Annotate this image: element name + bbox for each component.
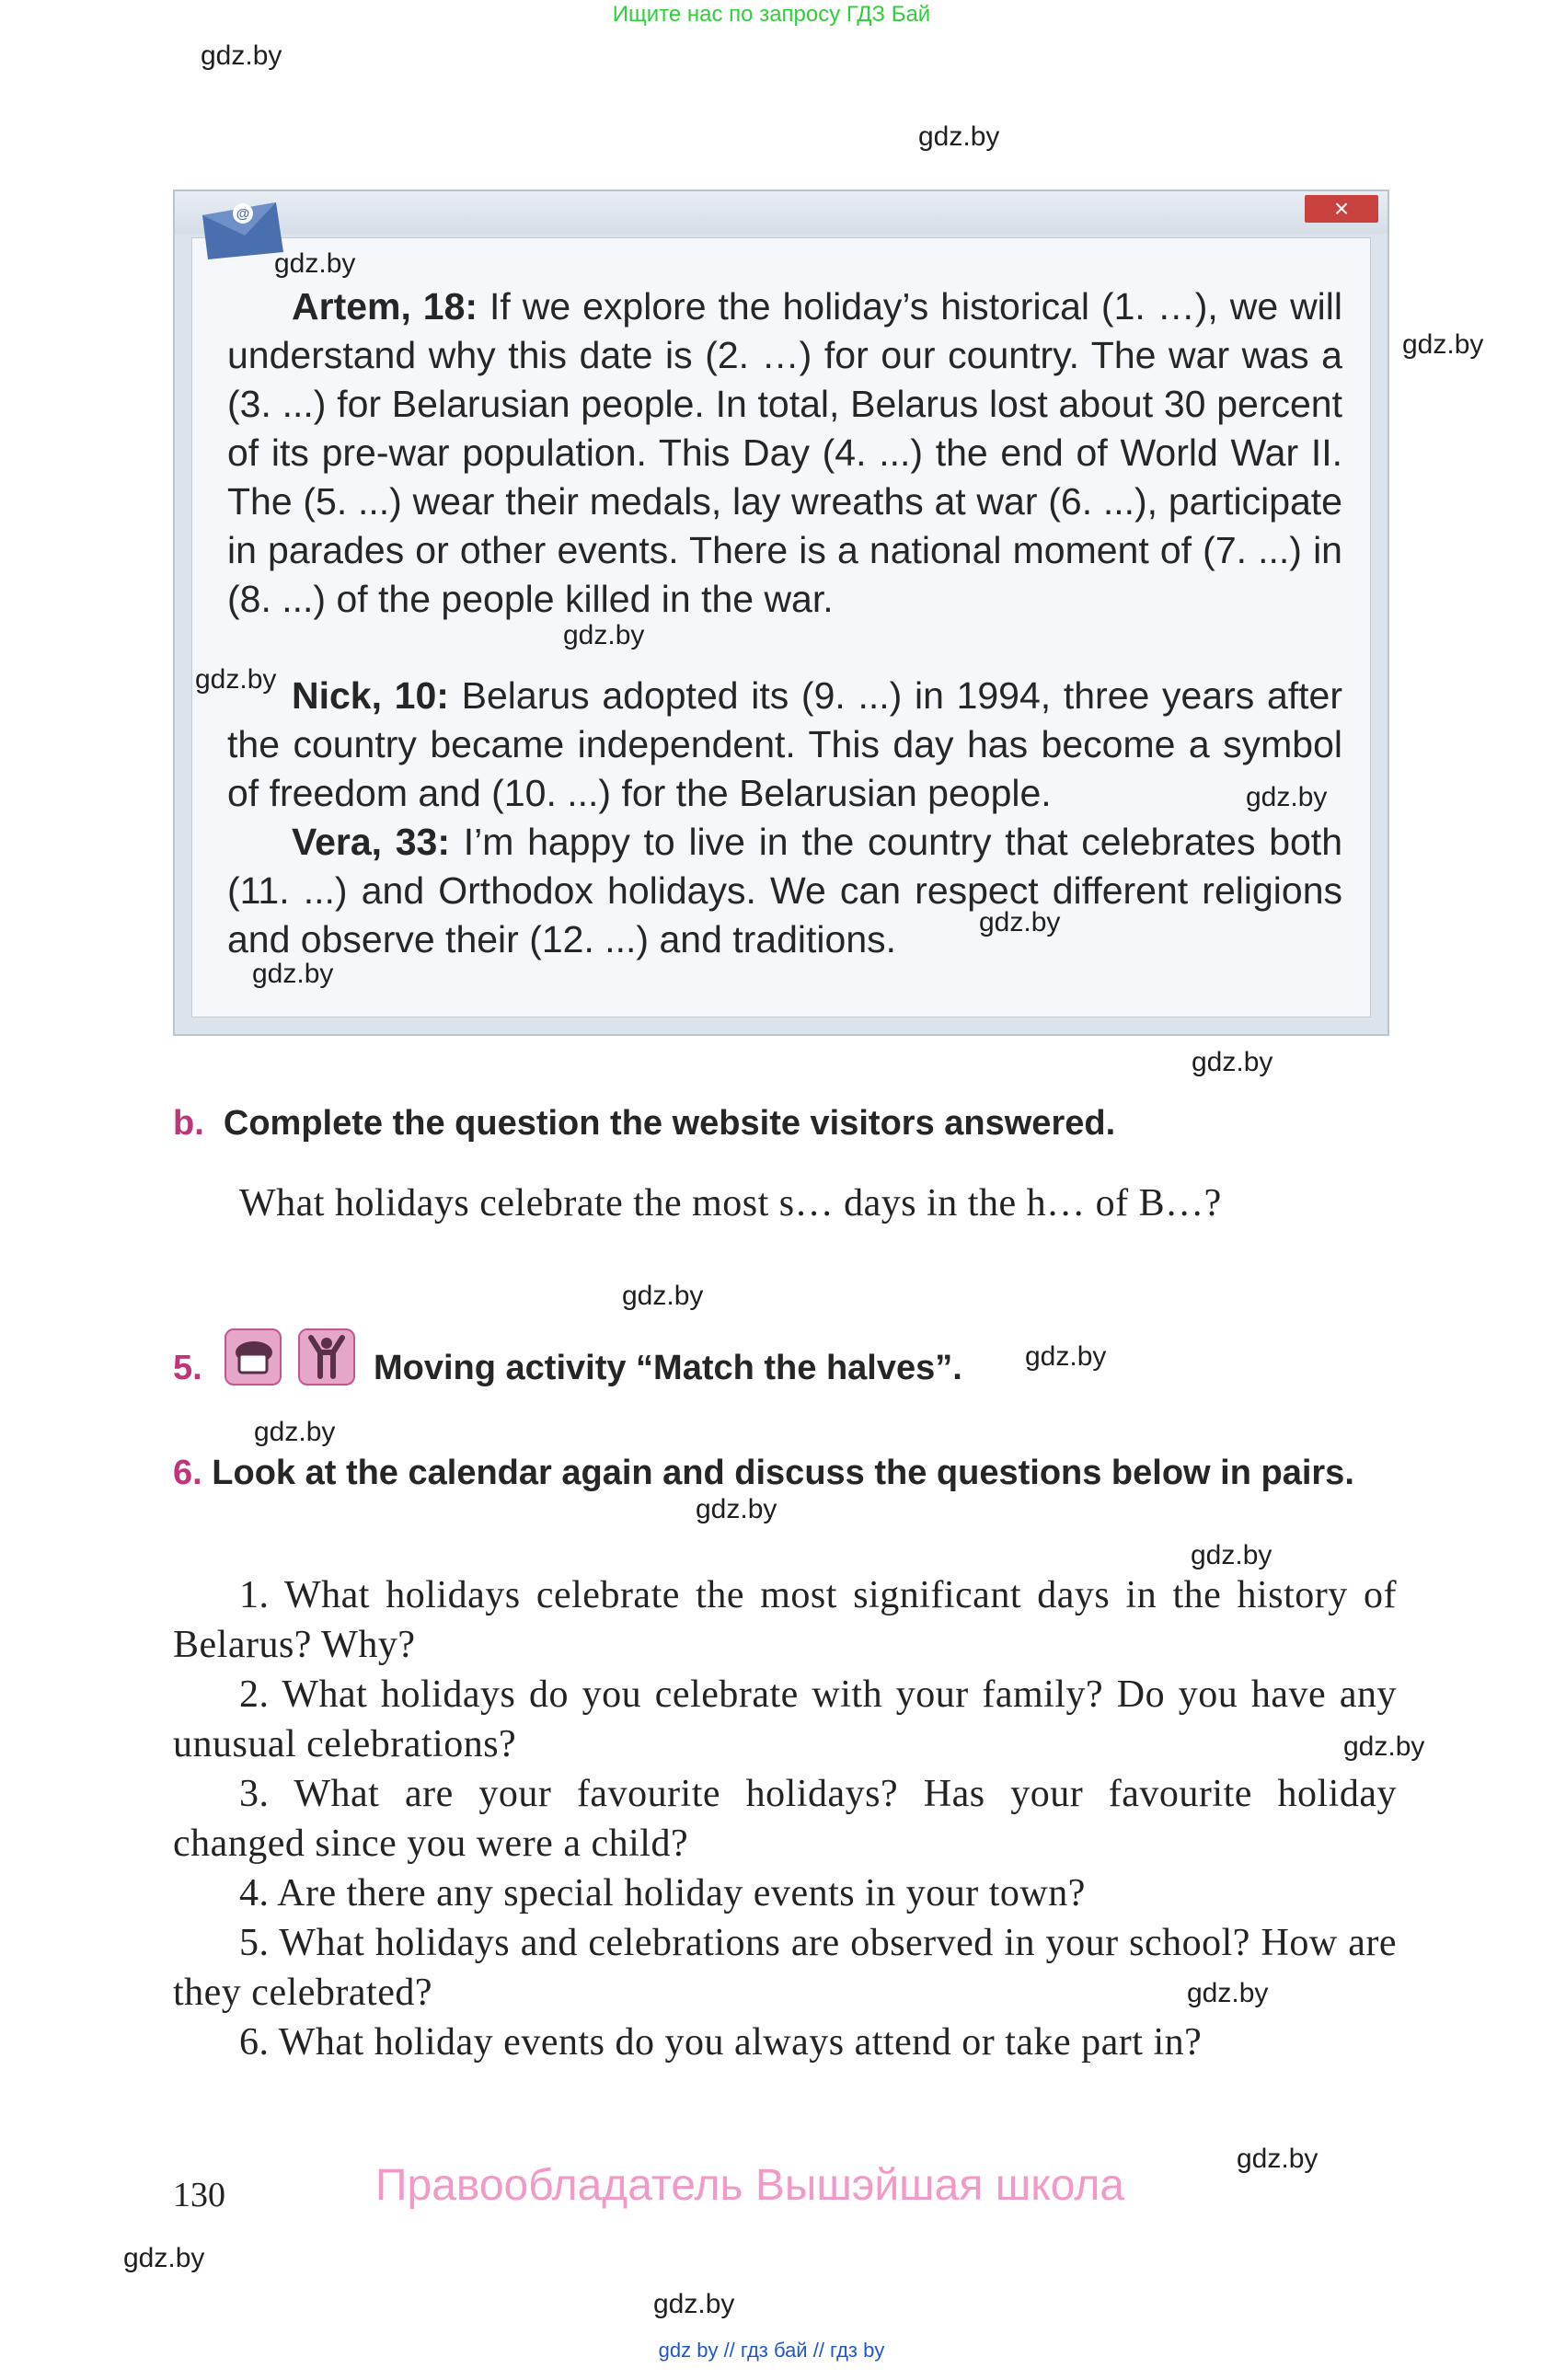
watermark: gdz.by <box>918 121 1000 152</box>
watermark: gdz.by <box>622 1281 704 1311</box>
task-number: 6. <box>173 1454 202 1492</box>
task-b-heading <box>173 1104 1115 1144</box>
post-nick <box>227 672 1342 818</box>
watermark: gdz.by <box>696 1494 777 1524</box>
task-b-question <box>173 1179 1397 1228</box>
top-banner[interactable]: Ищите нас по запросу ГДЗ Бай <box>612 2 931 27</box>
watermark: gdz.by <box>1191 1540 1272 1570</box>
question-text: What holidays celebrate the most s… days in the h… of B…? <box>239 1182 1222 1224</box>
post-text: Belarus adopted its (9. ...) in 1994, three years after the country became independent. This day has become a symbol of freedom and (10. ...) for the Belarusian people. <box>227 674 1342 814</box>
watermark: gdz.by <box>123 2243 205 2273</box>
question-item: 6. What holiday events do you always attend or take part in? <box>239 2021 1203 2064</box>
watermark: gdz.by <box>195 664 277 695</box>
watermark: gdz.by <box>274 248 356 279</box>
watermark: gdz.by <box>653 2289 735 2319</box>
task-heading-text: Look at the calendar again and discuss the questions below in pairs. <box>212 1454 1354 1492</box>
question-item: 1. What holidays celebrate the most significant days in the history of Belarus? Why? <box>173 1574 1397 1666</box>
watermark: gdz.by <box>252 959 334 989</box>
page-number: 130 <box>173 2176 225 2214</box>
watermark: gdz.by <box>1192 1047 1273 1077</box>
watermark: gdz.by <box>979 907 1061 937</box>
task-number: 5. <box>173 1349 202 1387</box>
svg-text:@: @ <box>236 206 250 222</box>
post-author: Vera, 33: <box>292 821 451 863</box>
question-item: 3. What are your favourite holidays? Has your favourite holiday changed since you were a child? <box>173 1773 1397 1865</box>
mail-at-icon <box>195 199 287 259</box>
task-heading-text: Complete the question the website visitors answered. <box>223 1104 1116 1143</box>
cloud-folder-icon <box>225 1328 282 1385</box>
watermark: gdz.by <box>563 620 645 650</box>
task-5-heading: Moving activity “Match the halves”. <box>374 1349 962 1387</box>
post-author: Nick, 10: <box>292 674 449 717</box>
window-titlebar <box>175 191 1388 234</box>
task-5-number <box>173 1349 202 1388</box>
watermark: gdz.by <box>1402 329 1484 360</box>
post-artem <box>227 282 1342 624</box>
copyright-notice: Правообладатель Вышэйшая школа <box>375 2161 1125 2210</box>
question-item: 4. Are there any special holiday events in your town? <box>239 1872 1086 1914</box>
question-item: 5. What holidays and celebrations are observed in your school? How are they celebrated? <box>173 1922 1397 2014</box>
watermark: gdz.by <box>1187 1978 1269 2008</box>
post-vera <box>227 818 1342 964</box>
watermark: gdz.by <box>1025 1341 1107 1372</box>
post-text: I’m happy to live in the country that celebrates both (11. ...) and Orthodox holidays. We can respect different religions and observe their (12. ...) and traditions. <box>227 821 1342 960</box>
watermark: gdz.by <box>1237 2144 1318 2174</box>
watermark: gdz.by <box>1246 782 1328 812</box>
bottom-links[interactable]: gdz by // гдз бай // гдз by <box>658 2339 885 2362</box>
close-button[interactable]: × <box>1305 195 1378 223</box>
task-label: b. <box>173 1104 204 1143</box>
watermark: gdz.by <box>254 1417 336 1447</box>
watermark: gdz.by <box>1343 1731 1425 1762</box>
person-stretching-icon <box>298 1328 355 1385</box>
watermark: gdz.by <box>201 40 282 71</box>
task-6-questions <box>173 1570 1397 2067</box>
post-author: Artem, 18: <box>292 285 478 328</box>
question-item: 2. What holidays do you celebrate with your family? Do you have any unusual celebrations? <box>173 1673 1397 1765</box>
post-text: If we explore the holiday’s historical (1. …), we will understand why this date is (2. …) for our country. The war was a (3. ...) for Belarusian people. In total, Belarus lost about 30 percent of its pre-war population. This Day (4. ...) the end of World War II. The (5. ...) wear their medals, lay wreaths at war (6. ...), participate in parades or other events. There is a national moment of (7. ...) in (8. ...) of the people killed in the war. <box>227 285 1342 620</box>
task-6-heading <box>173 1450 1397 1496</box>
